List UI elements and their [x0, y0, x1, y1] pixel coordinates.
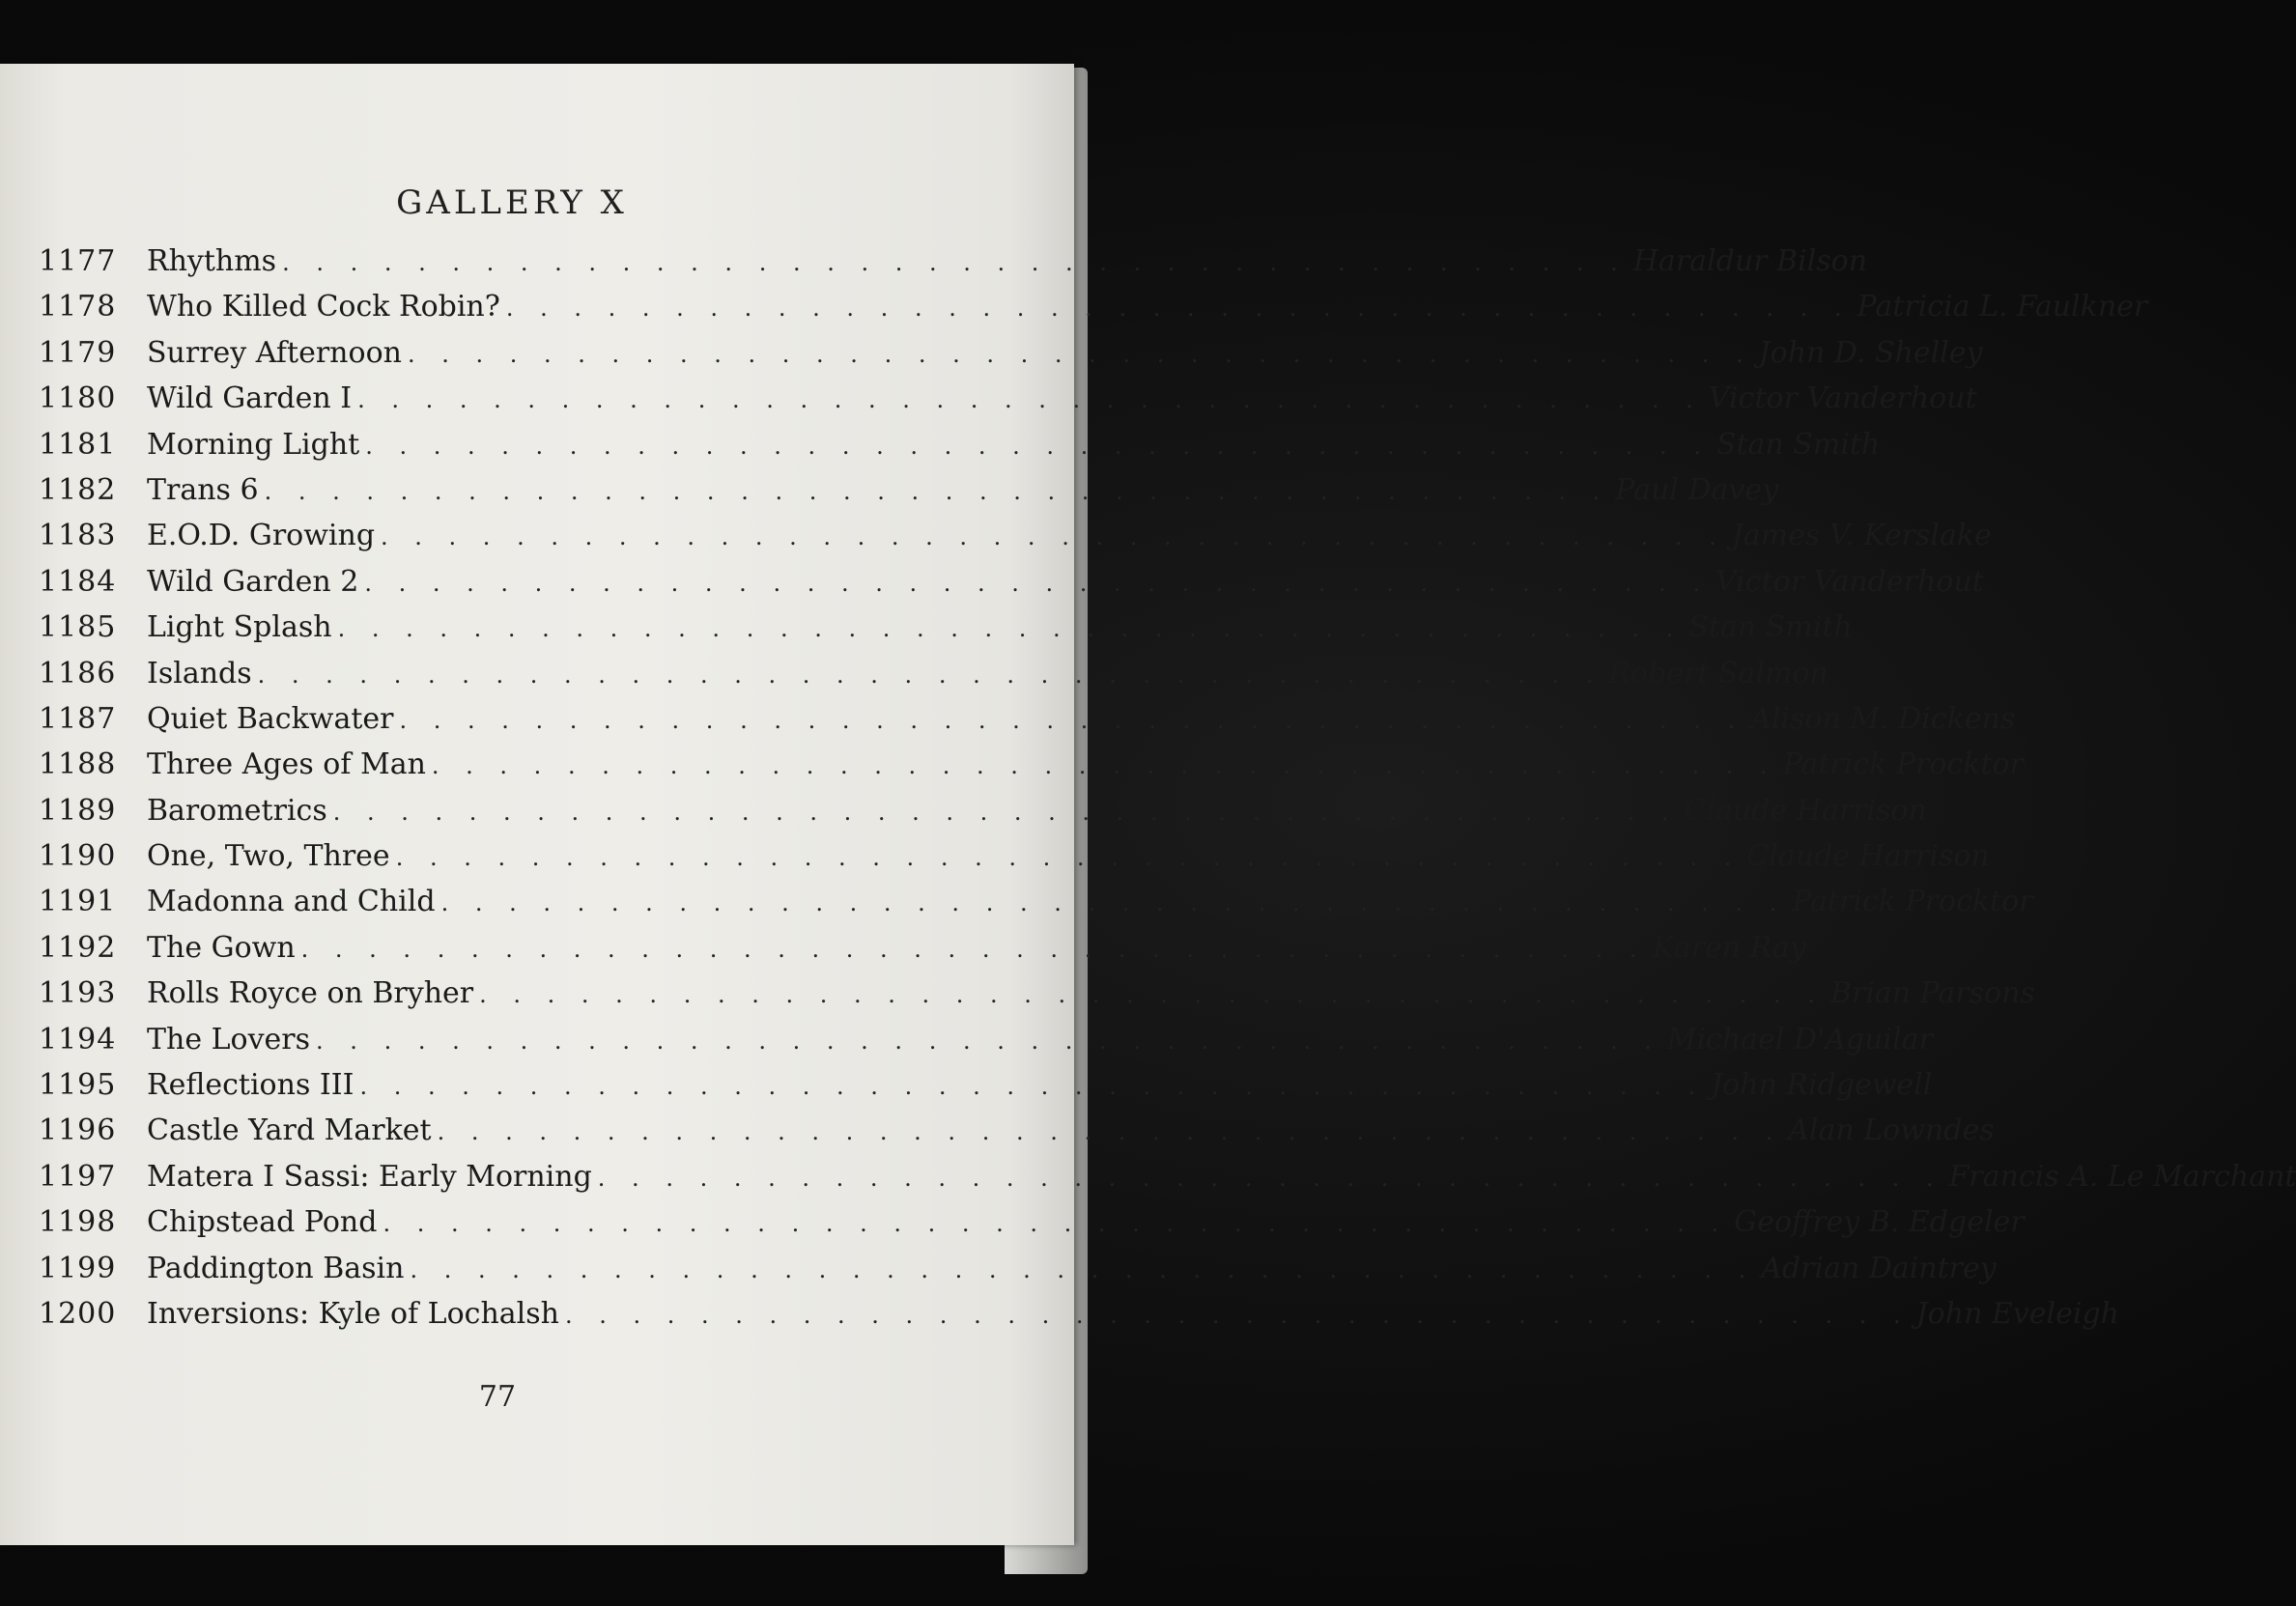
dot-leader: . . . . . . . . . . . . . . . . . . . . . . . . . . . . . . . . . . . . . . . . [257, 661, 1603, 689]
artwork-title: Who Killed Cock Robin? [147, 290, 500, 324]
artist-name: John D. Shelley [1758, 335, 1983, 370]
list-item [39, 610, 1853, 656]
list-item [39, 1022, 1933, 1068]
list-item [39, 564, 1984, 610]
artist-name: Patrick Procktor [1782, 747, 2024, 782]
artwork-title: One, Two, Three [147, 839, 390, 874]
artwork-title: Inversions: Kyle of Lochalsh [147, 1296, 559, 1331]
list-item [39, 930, 1806, 976]
catalogue-number: 1193 [39, 976, 117, 1011]
dot-leader: . . . . . . . . . . . . . . . . . . . . . . . . . . . . . . . . . . . . . . . . [365, 432, 1711, 460]
artist-name: Alan Lowndes [1788, 1113, 1995, 1148]
dot-leader: . . . . . . . . . . . . . . . . . . . . . . . . . . . . . . . . . . . . . . . . [407, 340, 1753, 368]
list-item [39, 244, 1868, 290]
entry-list [39, 244, 2296, 1342]
artwork-title: Barometrics [147, 793, 327, 828]
catalogue-number: 1192 [39, 930, 117, 965]
catalogue-number: 1182 [39, 472, 117, 507]
catalogue-number: 1200 [39, 1296, 117, 1331]
artwork-title: Islands [147, 656, 252, 690]
catalogue-number: 1190 [39, 839, 117, 874]
catalogue-number: 1189 [39, 793, 117, 828]
dot-leader: . . . . . . . . . . . . . . . . . . . . . . . . . . . . . . . . . . . . . . . . [359, 1073, 1706, 1101]
artist-name: Francis A. Le Marchant [1948, 1159, 2296, 1194]
list-item [39, 519, 1992, 564]
artwork-title: E.O.D. Growing [147, 519, 376, 553]
dot-leader: . . . . . . . . . . . . . . . . . . . . . . . . . . . . . . . . . . . . . . . . [332, 798, 1679, 826]
dot-leader: . . . . . . . . . . . . . . . . . . . . . . . . . . . . . . . . . . . . . . . . [357, 386, 1703, 414]
page-number: 77 [478, 1380, 517, 1414]
artwork-title: The Lovers [147, 1022, 311, 1057]
list-item [39, 290, 2148, 335]
artist-name: Claude Harrison [1684, 793, 1927, 828]
dot-leader: . . . . . . . . . . . . . . . . . . . . . . . . . . . . . . . . . . . . . . . . [597, 1164, 1943, 1192]
artist-name: Robert Salmon [1608, 656, 1828, 690]
dot-leader: . . . . . . . . . . . . . . . . . . . . . . . . . . . . . . . . . . . . . . . . [383, 1210, 1729, 1238]
list-item [39, 885, 2033, 930]
artist-name: Stan Smith [1688, 610, 1853, 645]
artist-name: Geoffrey B. Edgeler [1734, 1205, 2025, 1240]
artwork-title: Morning Light [147, 427, 360, 462]
catalogue-number: 1179 [39, 335, 117, 370]
artwork-title: Rolls Royce on Bryher [147, 976, 474, 1011]
list-item [39, 1205, 2025, 1251]
dot-leader: . . . . . . . . . . . . . . . . . . . . . . . . . . . . . . . . . . . . . . . . [316, 1027, 1661, 1055]
dot-leader: . . . . . . . . . . . . . . . . . . . . . . . . . . . . . . . . . . . . . . . . [399, 706, 1745, 734]
artist-name: Patricia L. Faulkner [1857, 290, 2148, 324]
artwork-title: Paddington Basin [147, 1251, 405, 1285]
list-item [39, 1296, 2119, 1342]
list-item [39, 1251, 1997, 1297]
artist-name: Paul Davey [1615, 472, 1779, 507]
list-item [39, 976, 2035, 1022]
dot-leader: . . . . . . . . . . . . . . . . . . . . . . . . . . . . . . . . . . . . . . . . [300, 935, 1647, 963]
catalogue-number: 1186 [39, 656, 117, 690]
artist-name: Alison M. Dickens [1750, 701, 2016, 736]
dot-leader: . . . . . . . . . . . . . . . . . . . . . . . . . . . . . . . . . . . . . . . . [282, 249, 1628, 276]
dot-leader: . . . . . . . . . . . . . . . . . . . . . . . . . . . . . . . . . . . . . . . . [337, 615, 1684, 643]
list-item [39, 656, 1828, 702]
artwork-title: Trans 6 [147, 472, 259, 507]
list-item [39, 381, 1977, 427]
dot-leader: . . . . . . . . . . . . . . . . . . . . . . . . . . . . . . . . . . . . . . . . [505, 295, 1852, 323]
catalogue-number: 1194 [39, 1022, 117, 1057]
catalogue-number: 1196 [39, 1113, 117, 1148]
artist-name: Victor Vanderhout [1715, 564, 1984, 599]
catalogue-number: 1183 [39, 519, 117, 553]
list-item [39, 793, 1927, 839]
list-item [39, 427, 1881, 473]
dot-leader: . . . . . . . . . . . . . . . . . . . . . . . . . . . . . . . . . . . . . . . . [431, 752, 1777, 780]
dot-leader: . . . . . . . . . . . . . . . . . . . . . . . . . . . . . . . . . . . . . . . . [479, 981, 1825, 1009]
catalogue-number: 1198 [39, 1205, 117, 1240]
dot-leader: . . . . . . . . . . . . . . . . . . . . . . . . . . . . . . . . . . . . . . . . [564, 1301, 1911, 1329]
artwork-title: Chipstead Pond [147, 1205, 378, 1240]
artist-name: Stan Smith [1715, 427, 1881, 462]
dot-leader: . . . . . . . . . . . . . . . . . . . . . . . . . . . . . . . . . . . . . . . . [437, 1118, 1783, 1146]
artist-name: Haraldur Bilson [1632, 244, 1868, 278]
artist-name: Michael D'Aguilar [1666, 1022, 1933, 1057]
catalogue-number: 1197 [39, 1159, 117, 1194]
catalogue-page [0, 64, 2296, 1545]
artwork-title: Madonna and Child [147, 885, 436, 919]
catalogue-number: 1181 [39, 427, 117, 462]
catalogue-number: 1177 [39, 244, 117, 278]
list-item [39, 747, 2024, 793]
artist-name: Victor Vanderhout [1708, 381, 1977, 416]
list-item [39, 701, 2016, 747]
artwork-title: Wild Garden 2 [147, 564, 359, 599]
catalogue-number: 1187 [39, 701, 117, 736]
catalogue-number: 1178 [39, 290, 117, 324]
dot-leader: . . . . . . . . . . . . . . . . . . . . . . . . . . . . . . . . . . . . . . . . [264, 477, 1610, 505]
artist-name: John Eveleigh [1915, 1296, 2119, 1331]
dot-leader: . . . . . . . . . . . . . . . . . . . . . . . . . . . . . . . . . . . . . . . . [381, 523, 1726, 551]
artwork-title: Rhythms [147, 244, 277, 278]
dot-leader: . . . . . . . . . . . . . . . . . . . . . . . . . . . . . . . . . . . . . . . . [440, 889, 1787, 917]
list-item [39, 472, 1779, 519]
artist-name: Brian Parsons [1829, 976, 2035, 1011]
list-item [39, 1159, 2296, 1205]
artist-name: Karen Ray [1652, 930, 1806, 965]
artist-name: Adrian Daintrey [1761, 1251, 1997, 1285]
artist-name: John Ridgewell [1711, 1068, 1933, 1103]
artwork-title: Quiet Backwater [147, 701, 394, 736]
catalogue-number: 1188 [39, 747, 117, 782]
catalogue-number: 1184 [39, 564, 117, 599]
artwork-title: Light Splash [147, 610, 332, 645]
artist-name: Patrick Procktor [1792, 885, 2033, 919]
list-item [39, 335, 1983, 381]
catalogue-number: 1180 [39, 381, 117, 416]
artwork-title: Reflections III [147, 1068, 354, 1103]
catalogue-number: 1191 [39, 885, 117, 919]
artwork-title: Three Ages of Man [147, 747, 426, 782]
artwork-title: Matera I Sassi: Early Morning [147, 1159, 592, 1194]
dot-leader: . . . . . . . . . . . . . . . . . . . . . . . . . . . . . . . . . . . . . . . . [364, 569, 1711, 597]
artist-name: James V. Kerslake [1731, 519, 1992, 553]
artwork-title: Wild Garden I [147, 381, 353, 416]
dot-leader: . . . . . . . . . . . . . . . . . . . . . . . . . . . . . . . . . . . . . . . . [410, 1255, 1756, 1283]
list-item [39, 1068, 1933, 1113]
catalogue-number: 1185 [39, 610, 117, 645]
list-item [39, 839, 1990, 885]
catalogue-number: 1195 [39, 1068, 117, 1103]
artist-name: Claude Harrison [1746, 839, 1990, 874]
artwork-title: The Gown [147, 930, 296, 965]
catalogue-number: 1199 [39, 1251, 117, 1285]
dot-leader: . . . . . . . . . . . . . . . . . . . . . . . . . . . . . . . . . . . . . . . . [395, 844, 1742, 872]
list-item [39, 1113, 1995, 1159]
artwork-title: Surrey Afternoon [147, 335, 402, 370]
artwork-title: Castle Yard Market [147, 1113, 432, 1148]
gallery-heading: GALLERY X [396, 183, 628, 222]
